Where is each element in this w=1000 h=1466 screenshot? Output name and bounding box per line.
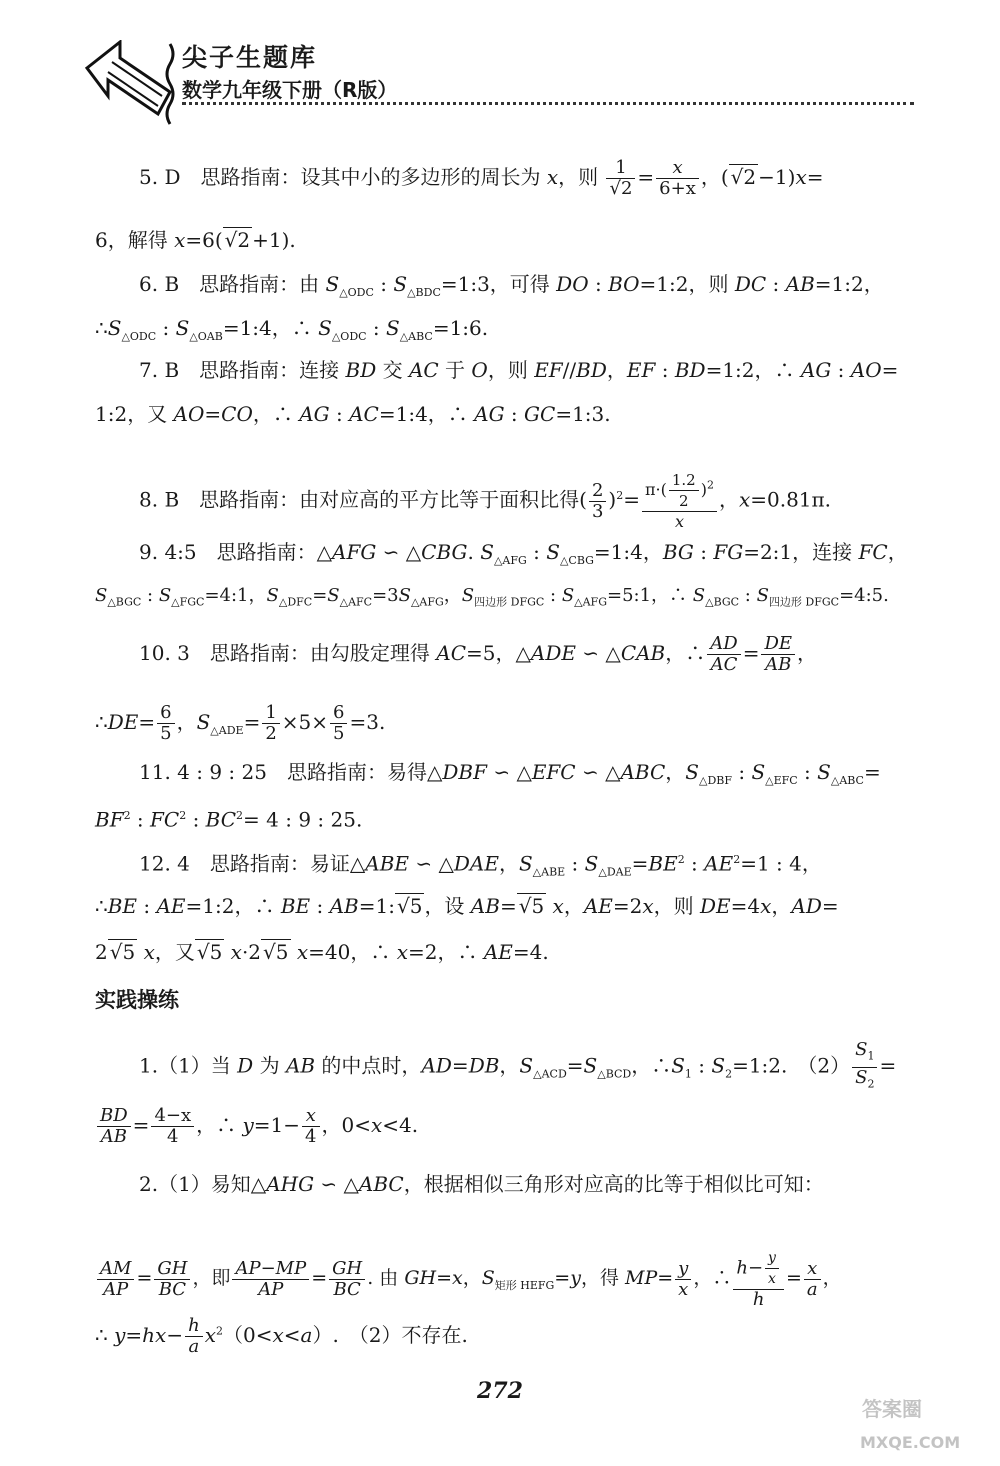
arrow-logo-icon	[82, 40, 177, 130]
book-title: 尖子生题库	[182, 43, 318, 72]
page-number: 272	[477, 1378, 523, 1404]
watermark-text: 答案圈	[862, 1397, 922, 1421]
answer-8: 8. B 思路指南：由对应高的平方比等于面积比得( $\frac{2}{3}$ )$^2$= π·( $\frac{1.2}{2}$ )$^2$ x ，x=0.81π.	[139, 471, 832, 531]
practice-2-line-2: $\frac{AM}{AP}$ = $\frac{GH}{BC}$ ，即 $\frac{AP-MP}{AP}$ = $\frac{GH}{BC}$ . 由 GH=x，$S_{矩形 HEFG}=y$，得 MP= $\frac{y}{x}$ ，∴ h− $\frac{y}{x}$ h = $\frac{x}{a}$ ，	[95, 1248, 917, 1310]
answer-9-line-2: $S_{\triangle BGC}$ : $S_{\triangle FGC}=4:1$，$S_{\triangle DFC}=S_{\triangle AFC}=3S_{\triangle AFG}$，$S_{四边形 DFGC}$ : $S_{\triangle AFG}=5:1$，∴ $S_{\triangle BGC}$ : $S_{四边形 DFGC}=4:5$.	[95, 585, 889, 609]
answer-6-line-2: $\therefore S_{\triangle ODC}$ : $S_{\triangle OAB}=1:4$，∴ $S_{\triangle ODC}$ : $S_{\triangle ABC}=1:6$.	[95, 316, 489, 343]
answer-5-line-2: 6，解得 x=6( √2 +1).	[95, 228, 296, 252]
answer-6-line-1: 6. B 思路指南：由 $S_{\triangle ODC}$ : $S_{\triangle BDC}=1:3$，可得 DO : BO=1:2，则 DC : AB=1:2，	[139, 272, 884, 299]
answer-12-line-2: ∴BE : AE=1:2，∴ BE : AB=1: √5 ，设 AB= √5 x，AE=2x，则 DE=4x，AD=	[95, 894, 839, 918]
practice-1-line-1: 1.（1）当 D 为 AB 的中点时，AD=DB，$S_{\triangle ACD}=S_{\triangle BCD}$，$\therefore S_1$ : $S_2=1:2$. （2） $\frac{S_1}{S_2}$ =	[139, 1039, 897, 1091]
answer-9-line-1: 9. 4:5 思路指南：△AFG ∽ △CBG. $S_{\triangle AFG}$ : $S_{\triangle CBG}=1:4$，BG : FG=2:1，连接 FC，	[139, 540, 908, 567]
watermark-logo-icon	[856, 1378, 986, 1458]
book-subtitle: 数学九年级下册（R版）	[182, 78, 398, 102]
answer-11-line-2: $BF^2$ : $FC^2$ : $BC^2= 4$ : 9 : 25.	[95, 807, 363, 832]
answer-10-line-2: ∴DE= $\frac{6}{5}$ ，$S_{\triangle ADE}=$ $\frac{1}{2}$ ×5× $\frac{6}{5}$ =3.	[95, 702, 386, 744]
answer-5-line-1: 5. D 思路指南：设其中小的多边形的周长为 x，则 $\frac{1}{√2}$ = $\frac{x}{6+x}$ ，( √2 −1)x=	[139, 157, 824, 199]
practice-2-line-1: 2.（1）易知△AHG ∽ △ABC，根据相似三角形对应高的比等于相似比可知：	[139, 1172, 824, 1196]
watermark-url: MXQE.COM	[860, 1433, 961, 1452]
answer-11-line-1: 11. 4 : 9 : 25 思路指南：易得△DBF ∽ △EFC ∽ △ABC，$S_{\triangle DBF}$ : $S_{\triangle EFC}$ : $S_{\triangle ABC}=$	[139, 760, 881, 787]
practice-2-line-3: ∴ y=hx− $\frac{h}{a}$ $x^2(0<x<a)$. （2）不存在.	[95, 1315, 468, 1357]
section-heading-practice: 实践操练	[95, 988, 179, 1012]
answer-12-line-1: 12. 4 思路指南：易证△ABE ∽ △DAE，$S_{\triangle ABE}$ : $S_{\triangle DAE}=BE^2$ : $AE^2=1$ : 4，	[139, 851, 822, 879]
answer-7-line-2: 1:2，又 AO=CO，∴ AG : AC=1:4，∴ AG : GC=1:3.	[95, 402, 611, 426]
answer-7-line-1: 7. B 思路指南：连接 BD 交 AC 于 O，则 EF//BD，EF : BD=1:2，∴ AG : AO=	[139, 358, 899, 382]
answer-12-line-3: 2 √5 x，又 √5 x·2 √5 x=40，∴ x=2，∴ AE=4.	[95, 940, 549, 964]
header-dotted-rule	[182, 102, 914, 105]
practice-1-line-2: $\frac{BD}{AB}$ = $\frac{4-x}{4}$ ，∴ y=1− $\frac{x}{4}$ ，0<x<4.	[95, 1106, 917, 1147]
page-header	[82, 30, 922, 135]
answer-10-line-1: 10. 3 思路指南：由勾股定理得 AC=5，△ADE ∽ △CAB，∴ $\frac{AD}{AC}$ = $\frac{DE}{AB}$ ，	[139, 633, 818, 675]
